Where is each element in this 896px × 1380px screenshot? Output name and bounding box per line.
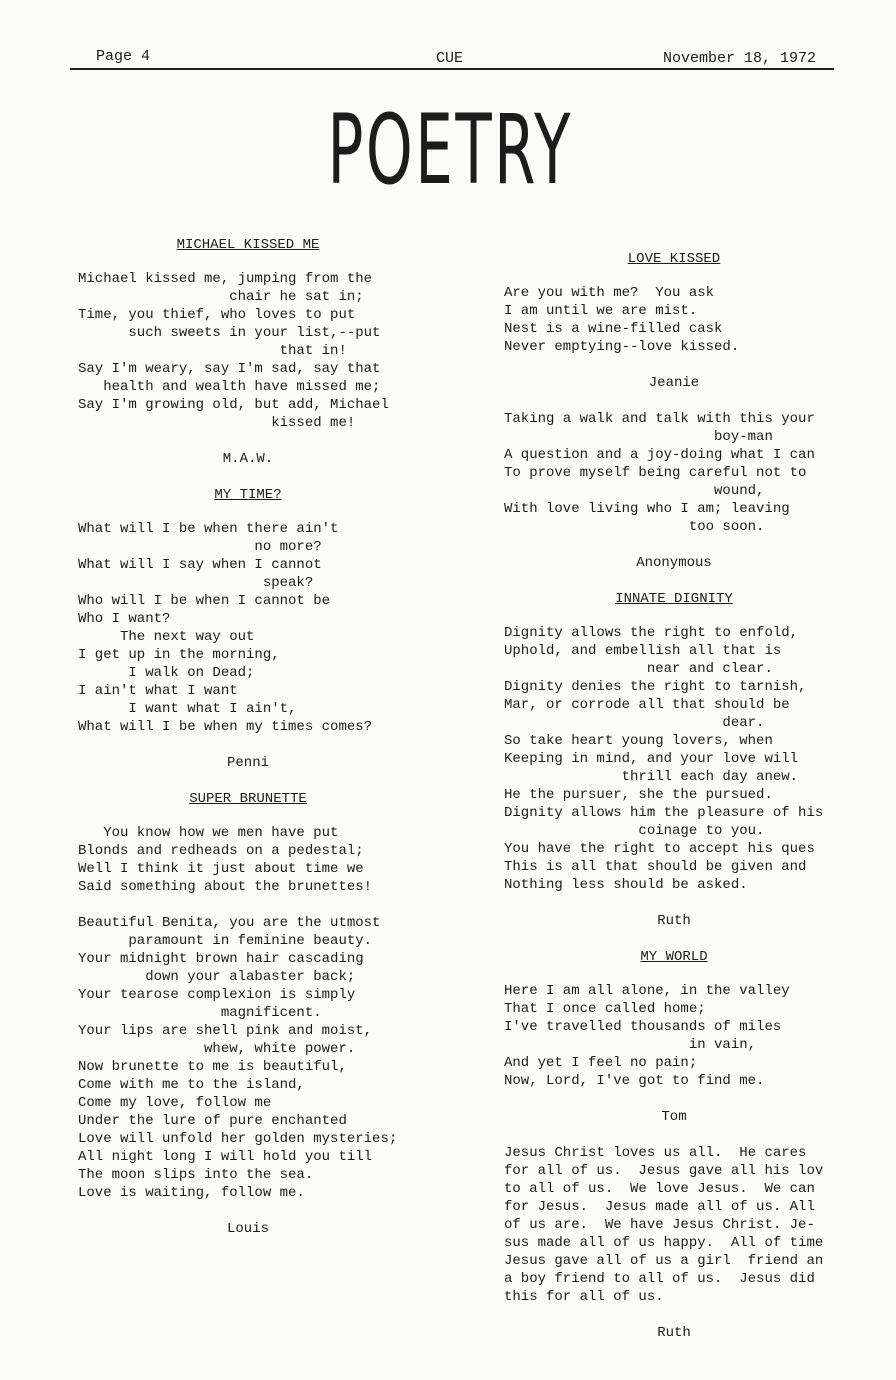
poem-stanza: Here I am all alone, in the valley That I once called home; I've travelled thousands of miles in vain, And yet I feel no pain; Now, Lord, I've got to find me. (504, 983, 790, 1089)
right-column (504, 250, 844, 1360)
poem-stanza: Taking a walk and talk with this your boy-man A question and a joy-doing what I can To prove myself being careful not to wound, With love living who I am; leaving too soon. (504, 411, 815, 535)
poem-author: Jeanie (648, 375, 700, 391)
left-column (78, 236, 418, 1256)
poem-author: Louis (226, 1221, 269, 1237)
poem (504, 250, 844, 392)
poem-stanza: You know how we men have put Blonds and redheads on a pedestal; Well I think it just about time we Said something about the brunettes! (78, 825, 373, 895)
poem-author: Tom (661, 1109, 687, 1125)
poem-title: MY WORLD (640, 949, 708, 965)
section-title: POETRY (327, 94, 574, 206)
poem-author: M.A.W. (222, 451, 274, 467)
poem-author: Ruth (657, 913, 691, 929)
poem (504, 410, 844, 572)
header-rule (70, 68, 834, 70)
poem-author: Ruth (657, 1325, 691, 1341)
poem-stanza: Jesus Christ loves us all. He cares for all of us. Jesus gave all his lov to all of us. We love Jesus. We can for Jesus. Jesus made all of us. All of us are. We have Jesus Christ. Je- sus made all of us happy. All of time Jesus gave all of us a girl friend an a boy friend to all of us. Jesus did this for all of us. (504, 1145, 824, 1305)
page-header (70, 48, 834, 70)
poem-author: Anonymous (636, 555, 712, 571)
page-number: Page 4 (96, 48, 151, 65)
poem-title: MY TIME? (214, 487, 282, 503)
poem (78, 790, 418, 1238)
poem-stanza: Are you with me? You ask I am until we are mist. Nest is a wine-filled cask Never emptying--love kissed. (504, 285, 740, 355)
poem (78, 486, 418, 772)
poem-title: MICHAEL KISSED ME (176, 237, 320, 253)
poem-stanza: Beautiful Benita, you are the utmost paramount in feminine beauty. Your midnight brown hair cascading down your alabaster back; Your tearose complexion is simply magnificent. Your lips are shell pink and moist, whew, white power. Now brunette to me is beautiful, Come with me to the island, Come my love, follow me Under the lure of pure enchanted Love will unfold her golden mysteries; All night long I will hold you till The moon slips into the sea. Love is waiting, follow me. (78, 915, 398, 1201)
poem-stanza: Michael kissed me, jumping from the chair he sat in; Time, you thief, who loves to put such sweets in your list,--put that in! Say I'm weary, say I'm sad, say that health and wealth have missed me; Say I'm growing old, but add, Michael kissed me! (78, 271, 389, 431)
poem-stanza: What will I be when there ain't no more? What will I say when I cannot speak? Who will I be when I cannot be Who I want? The next way out I get up in the morning, I walk on Dead; I ain't what I want I want what I ain't, What will I be when my times comes? (78, 521, 373, 735)
poem-title: LOVE KISSED (627, 251, 721, 267)
poem (78, 236, 418, 468)
issue-date: November 18, 1972 (662, 50, 816, 67)
stanza-gap (78, 896, 418, 914)
poem-title: SUPER BRUNETTE (189, 791, 307, 807)
poem-title: INNATE DIGNITY (615, 591, 733, 607)
poem (504, 1144, 844, 1342)
publication-name: CUE (436, 50, 464, 67)
poem-stanza: Dignity allows the right to enfold, Uphold, and embellish all that is near and clear. Dignity denies the right to tarnish, Mar, or corrode all that should be dear. So take heart young lovers, when Keeping in mind, and your love will thrill each day anew. He the pursuer, she the pursued. Dignity allows him the pleasure of his coinage to you. You have the right to accept his ques This is all that should be given and Nothing less should be asked. (504, 625, 824, 893)
poem (504, 948, 844, 1126)
poem-author: Penni (226, 755, 269, 771)
poem (504, 590, 844, 930)
